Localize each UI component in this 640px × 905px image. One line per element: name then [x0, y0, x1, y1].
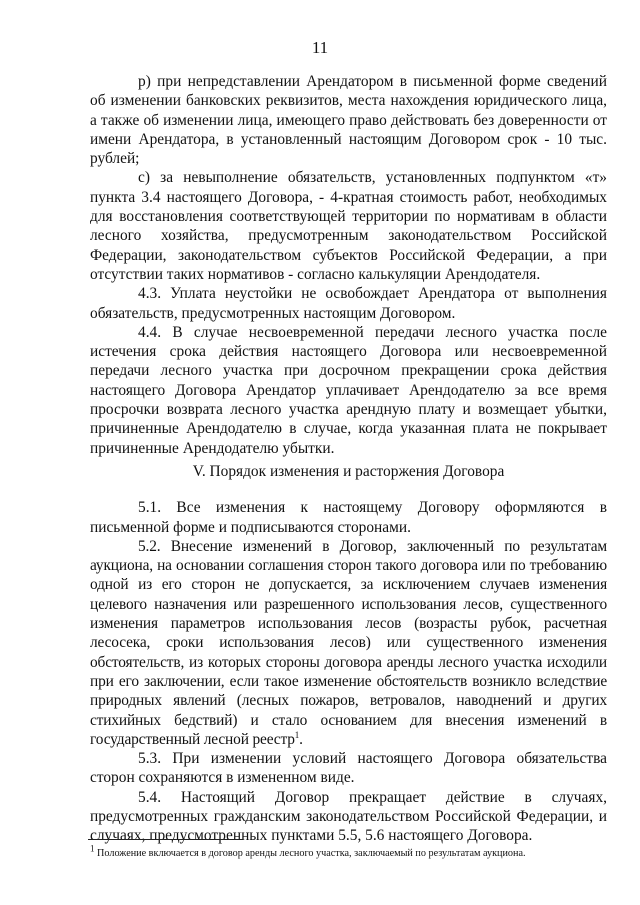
paragraph-5-2-text: 5.2. Внесение изменений в Договор, заключенный по результатам аукциона, на основании соглашения сторон такого договора или по требованию одной из его сторон не допускается, за исключением случаев изменения целевого назначения или разрешенного использования лесов, существенного изменения параметров использования лесов (возрасты рубок, расчетная лесосека, сроки использования лесов) или существенного изменения обстоятельств, из которых стороны договора аренды лесного участка исходили при его заключении, если такое изменение обстоятельств возникло вследствие природных явлений (лесных пожаров, ветровалов, наводнений и других стихийных бедствий) и стало основанием для внесения изменений в государственный лесной реестр [90, 537, 607, 748]
footnote-marker: 1 [90, 843, 95, 854]
footnote [90, 843, 610, 860]
footnote-separator [88, 839, 243, 840]
document-body [90, 72, 607, 846]
paragraph-r: р) при непредставлении Арендатором в письменной форме сведений об изменении банковских реквизитов, места нахождения юридического лица, а также об изменении лица, имеющего право действовать без доверенности от имени Арендатора, в установленный настоящим Договором срок - 10 тыс. рублей; [90, 73, 607, 168]
paragraph-5-3: 5.3. При изменении условий настоящего Договора обязательства сторон сохраняются в измененном виде. [90, 750, 607, 787]
section-heading: V. Порядок изменения и расторжения Договора [192, 462, 505, 480]
paragraph-4-3: 4.3. Уплата неустойки не освобождает Арендатора от выполнения обязательств, предусмотренных настоящим Договором. [90, 285, 607, 322]
paragraph-s: с) за невыполнение обязательств, установленных подпунктом «т» пункта 3.4 настоящего Договора, - 4-кратная стоимость работ, необходимых для восстановления соответствующей территории по нормативам в области лесного хозяйства, предусмотренным законодательством Российской Федерации, законодательством субъектов Российской Федерации, а при отсутствии таких нормативов - согласно калькуляции Арендодателя. [90, 169, 607, 283]
page-number: 11 [311, 38, 329, 57]
paragraph-5-2: 5.2. Внесение изменений в Договор, заключенный по результатам аукциона, на основании соглашения сторон такого договора или по требованию одной из его сторон не допускается, за исключением случаев изменения целевого назначения или разрешенного использования лесов, существенного изменения параметров использования лесов (возрасты рубок, расчетная лесосека, сроки использования лесов) или существенного изменения обстоятельств, из которых стороны договора аренды лесного участка исходили при его заключении, если такое изменение обстоятельств возникло вследствие природных явлений (лесных пожаров, ветровалов, наводнений и других стихийных бедствий) и стало основанием для внесения изменений в государственный лесной реестр$^1$. [90, 537, 607, 748]
footnote-text: Положение включается в договор аренды лесного участка, заключаемый по результатам аукциона. [97, 848, 526, 859]
paragraph-5-1: 5.1. Все изменения к настоящему Договору оформляются в письменной форме и подписываются сторонами. [90, 499, 607, 536]
footnote-reference: 1 [294, 729, 300, 740]
paragraph-5-4: 5.4. Настоящий Договор прекращает действие в случаях, предусмотренных гражданским законодательством Российской Федерации, и случаях, предусмотренных пунктами 5.5, 5.6 настоящего Договора. [90, 788, 607, 845]
paragraph-4-4: 4.4. В случае несвоевременной передачи лесного участка после истечения срока действия настоящего Договора или несвоевременной передачи лесного участка при досрочном прекращении срока действия настоящего Договора Арендатор уплачивает Арендодателю за все время просрочки возврата лесного участка арендную плату и возмещает убытки, причиненные Арендодателю в случае, когда указанная плата не покрывает причиненные Арендодателю убытки. [90, 323, 607, 457]
